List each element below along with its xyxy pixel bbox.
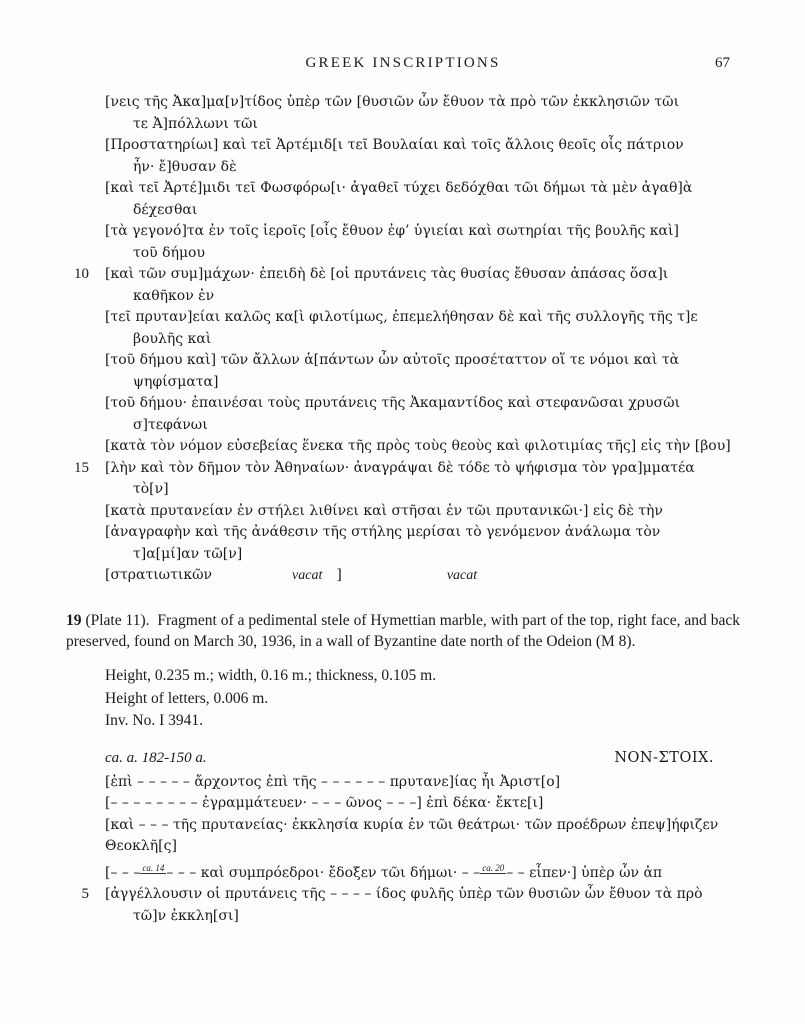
inscription-line bbox=[66, 458, 740, 501]
inscription-line bbox=[66, 350, 740, 393]
greek-line-text bbox=[105, 458, 740, 501]
greek-segment: τ]α[μί]αν τῶ[ν] bbox=[133, 545, 243, 562]
inscription-line bbox=[66, 221, 740, 264]
greek-segment: καθῆκον ἐν bbox=[133, 287, 215, 304]
date-range: ca. a. 182-150 a. bbox=[105, 749, 207, 766]
greek-line-text bbox=[105, 307, 740, 350]
greek-line-text bbox=[105, 501, 740, 523]
line-number: 5 bbox=[81, 886, 89, 903]
lacuna-length-note: ca. 20 bbox=[482, 862, 505, 873]
letter-height-line: Height of letters, 0.006 m. bbox=[105, 689, 269, 707]
greek-line-text bbox=[105, 436, 740, 458]
greek-segment: [τοῦ δήμου καὶ] τῶν ἄλλων ἁ[πάντων ὧν αὐτοῖς προσέταττον οἵ τε νόμοι καὶ τὰ bbox=[105, 352, 680, 368]
inscription-18-greek-text bbox=[66, 92, 740, 587]
entry-19-description bbox=[66, 610, 740, 654]
inscription-19-greek-text bbox=[66, 772, 740, 928]
inscription-line bbox=[66, 565, 740, 587]
running-title: GREEK INSCRIPTIONS bbox=[305, 55, 501, 71]
inscription-line bbox=[66, 793, 740, 815]
greek-line-text bbox=[105, 522, 740, 565]
lacuna-length-note: ca. 14 bbox=[142, 862, 165, 873]
inscription-line bbox=[66, 307, 740, 350]
greek-segment: [λὴν καὶ τὸν δῆμον τὸν Ἀθηναίων· ἀναγράψαι δὲ τόδε τὸ ψήφισμα τὸν γρα]μματέα bbox=[105, 459, 695, 476]
greek-segment: ψηφίσματα] bbox=[133, 373, 219, 390]
stoichedon-note: ΝΟΝ-ΣΤΟΙΧ. bbox=[614, 749, 714, 766]
inscription-line bbox=[66, 92, 740, 135]
greek-segment: [κατὰ πρυτανείαν ἐν στήλει λιθίνει καὶ στῆσαι ἐν τῶι πρυτανικῶι·] εἰς δὲ τὴν bbox=[105, 502, 663, 519]
greek-segment: [στρατιωτικῶν bbox=[105, 567, 213, 583]
greek-segment: [καὶ – – – τῆς πρυτανείας· ἐκκλησία κυρία ἐν τῶι θεάτρωι· τῶν προέδρων ἐπεψ]ήφιζεν bbox=[105, 816, 719, 833]
inscription-line bbox=[66, 884, 740, 927]
greek-segment: [καὶ τῶν συμ]μάχων· ἐπειδὴ δὲ [οἱ πρυτάνεις τὰς θυσίας ἔθυσαν ἁπάσας ὅσα]ι bbox=[105, 266, 669, 282]
inscription-line bbox=[66, 501, 740, 523]
page-number: 67 bbox=[715, 55, 730, 71]
greek-segment: [τὰ γεγονό]τα ἐν τοῖς ἱεροῖς [οἷς ἔθυον ἐφ’ ὑγιείαι καὶ σωτηρίαι τῆς βουλῆς καὶ] bbox=[105, 223, 679, 239]
greek-segment: [ἐπὶ – – – – – ἄρχοντος ἐπὶ τῆς – – – – – – πρυτανε]ίας ἧι Ἀριστ[ο] bbox=[105, 773, 561, 790]
line-number: 15 bbox=[74, 459, 89, 476]
greek-segment: [– – – bbox=[105, 864, 141, 881]
measurements-block bbox=[105, 665, 740, 733]
greek-line-text bbox=[105, 178, 740, 221]
inscription-line bbox=[66, 264, 740, 307]
inscription-line bbox=[66, 135, 740, 178]
greek-segment: τε Ἀ]πόλλωνι τῶι bbox=[133, 115, 258, 132]
greek-segment: [ἀναγραφὴν καὶ τῆς ἀνάθεσιν τῆς στήλης μερίσαι τὸ γενόμενον ἀνάλωμα τὸν bbox=[105, 524, 661, 540]
vacat-label: vacat bbox=[292, 568, 323, 583]
greek-segment: τὸ[ν] bbox=[133, 481, 169, 497]
greek-segment: [καὶ τεῖ Ἀρτέ]μιδι τεῖ Φωσφόρω[ι· ἀγαθεῖ τύχει δεδόχθαι τῶι δήμωι τὰ μὲν ἀγαθ]ὰ bbox=[105, 180, 693, 196]
greek-line-text bbox=[105, 92, 740, 135]
greek-segment: [τοῦ δήμου· ἐπαινέσαι τοὺς πρυτάνεις τῆς Ἀκαμαντίδος καὶ στεφανῶσαι χρυσῶι bbox=[105, 395, 681, 411]
greek-segment: ἦν· ἔ]θυσαν δὲ bbox=[133, 158, 237, 175]
date-row bbox=[105, 750, 740, 767]
greek-segment: σ]τεφάνωι bbox=[133, 416, 208, 433]
greek-line-text bbox=[105, 264, 740, 307]
greek-line-text bbox=[105, 393, 740, 436]
inscription-line bbox=[66, 522, 740, 565]
greek-segment: – – – καὶ συμπρόεδροι· ἔδοξεν τῶι δήμωι· – – bbox=[166, 864, 481, 881]
greek-segment: ] bbox=[336, 567, 342, 583]
greek-segment: [ἀγγέλλουσιν οἱ πρυτάνεις τῆς – – – – ίδος φυλῆς ὑπὲρ τῶν θυσιῶν ὧν ἔθυον τὰ πρὸ bbox=[105, 886, 703, 903]
greek-line-text bbox=[105, 815, 740, 858]
greek-line-text bbox=[105, 565, 740, 587]
greek-segment: τῶ]ν ἐκκλη[σι] bbox=[133, 907, 239, 924]
greek-line-text bbox=[105, 793, 740, 815]
greek-segment: δέχεσθαι bbox=[133, 201, 198, 218]
greek-segment: – – εἶπεν·] ὑπὲρ ὧν ἀπ bbox=[506, 864, 663, 881]
inscription-line bbox=[66, 436, 740, 458]
greek-line-text bbox=[105, 858, 740, 885]
inscription-line bbox=[66, 178, 740, 221]
greek-line-text bbox=[105, 135, 740, 178]
greek-line-text bbox=[105, 884, 740, 927]
greek-segment: βουλῆς καὶ bbox=[133, 330, 212, 347]
greek-segment: [Προστατηρίωι] καὶ τεῖ Ἀρτέμιδ[ι τεῖ Βουλαίαι καὶ τοῖς ἄλλοις θεοῖς οἷς πάτριον bbox=[105, 137, 684, 153]
line-number: 10 bbox=[74, 266, 89, 282]
inventory-number-line: Inv. No. I 3941. bbox=[105, 712, 204, 730]
greek-line-text bbox=[105, 772, 740, 794]
greek-segment: [– – – – – – – – ἐγραμμάτευεν· – – – ῶνος – – –] ἐπὶ δέκα· ἔκτε[ι] bbox=[105, 795, 544, 812]
greek-segment: [νεις τῆς Ἀκα]μα[ν]τίδος ὑπὲρ τῶν [θυσιῶν ὧν ἔθυον τὰ πρὸ τῶν ἐκκλησιῶν τῶι bbox=[105, 94, 680, 110]
inscription-line bbox=[66, 858, 740, 885]
dimensions-line: Height, 0.235 m.; width, 0.16 m.; thickness, 0.105 m. bbox=[105, 667, 437, 685]
greek-segment: [τεῖ πρυταν]είαι καλῶς κα[ὶ φιλοτίμως, ἐπεμελήθησαν δὲ καὶ τῆς συλλογῆς τῆς τ]ε bbox=[105, 309, 698, 325]
entry-description-text: (Plate 11). Fragment of a pedimental stele of Hymettian marble, with part of the top, right face, and back preserved, found on March 30, 1936, in a wall of Byzantine date north of the Odeion (M 8). bbox=[66, 611, 740, 651]
greek-line-text bbox=[105, 350, 740, 393]
inscription-line bbox=[66, 772, 740, 794]
inscription-line bbox=[66, 393, 740, 436]
vacat-label: vacat bbox=[446, 568, 478, 583]
greek-line-text bbox=[105, 221, 740, 264]
greek-segment: Θεοκλῆ[ς] bbox=[105, 838, 177, 855]
greek-segment: [κατὰ τὸν νόμον εὐσεβείας ἕνεκα τῆς πρὸς τοὺς θεοὺς καὶ φιλοτιμίας τῆς] εἰς τὴν [βου] bbox=[105, 438, 731, 454]
inscription-line bbox=[66, 815, 740, 858]
page-header bbox=[66, 55, 740, 72]
entry-number: 19 bbox=[66, 611, 82, 629]
greek-segment: τοῦ δήμου bbox=[133, 244, 205, 261]
